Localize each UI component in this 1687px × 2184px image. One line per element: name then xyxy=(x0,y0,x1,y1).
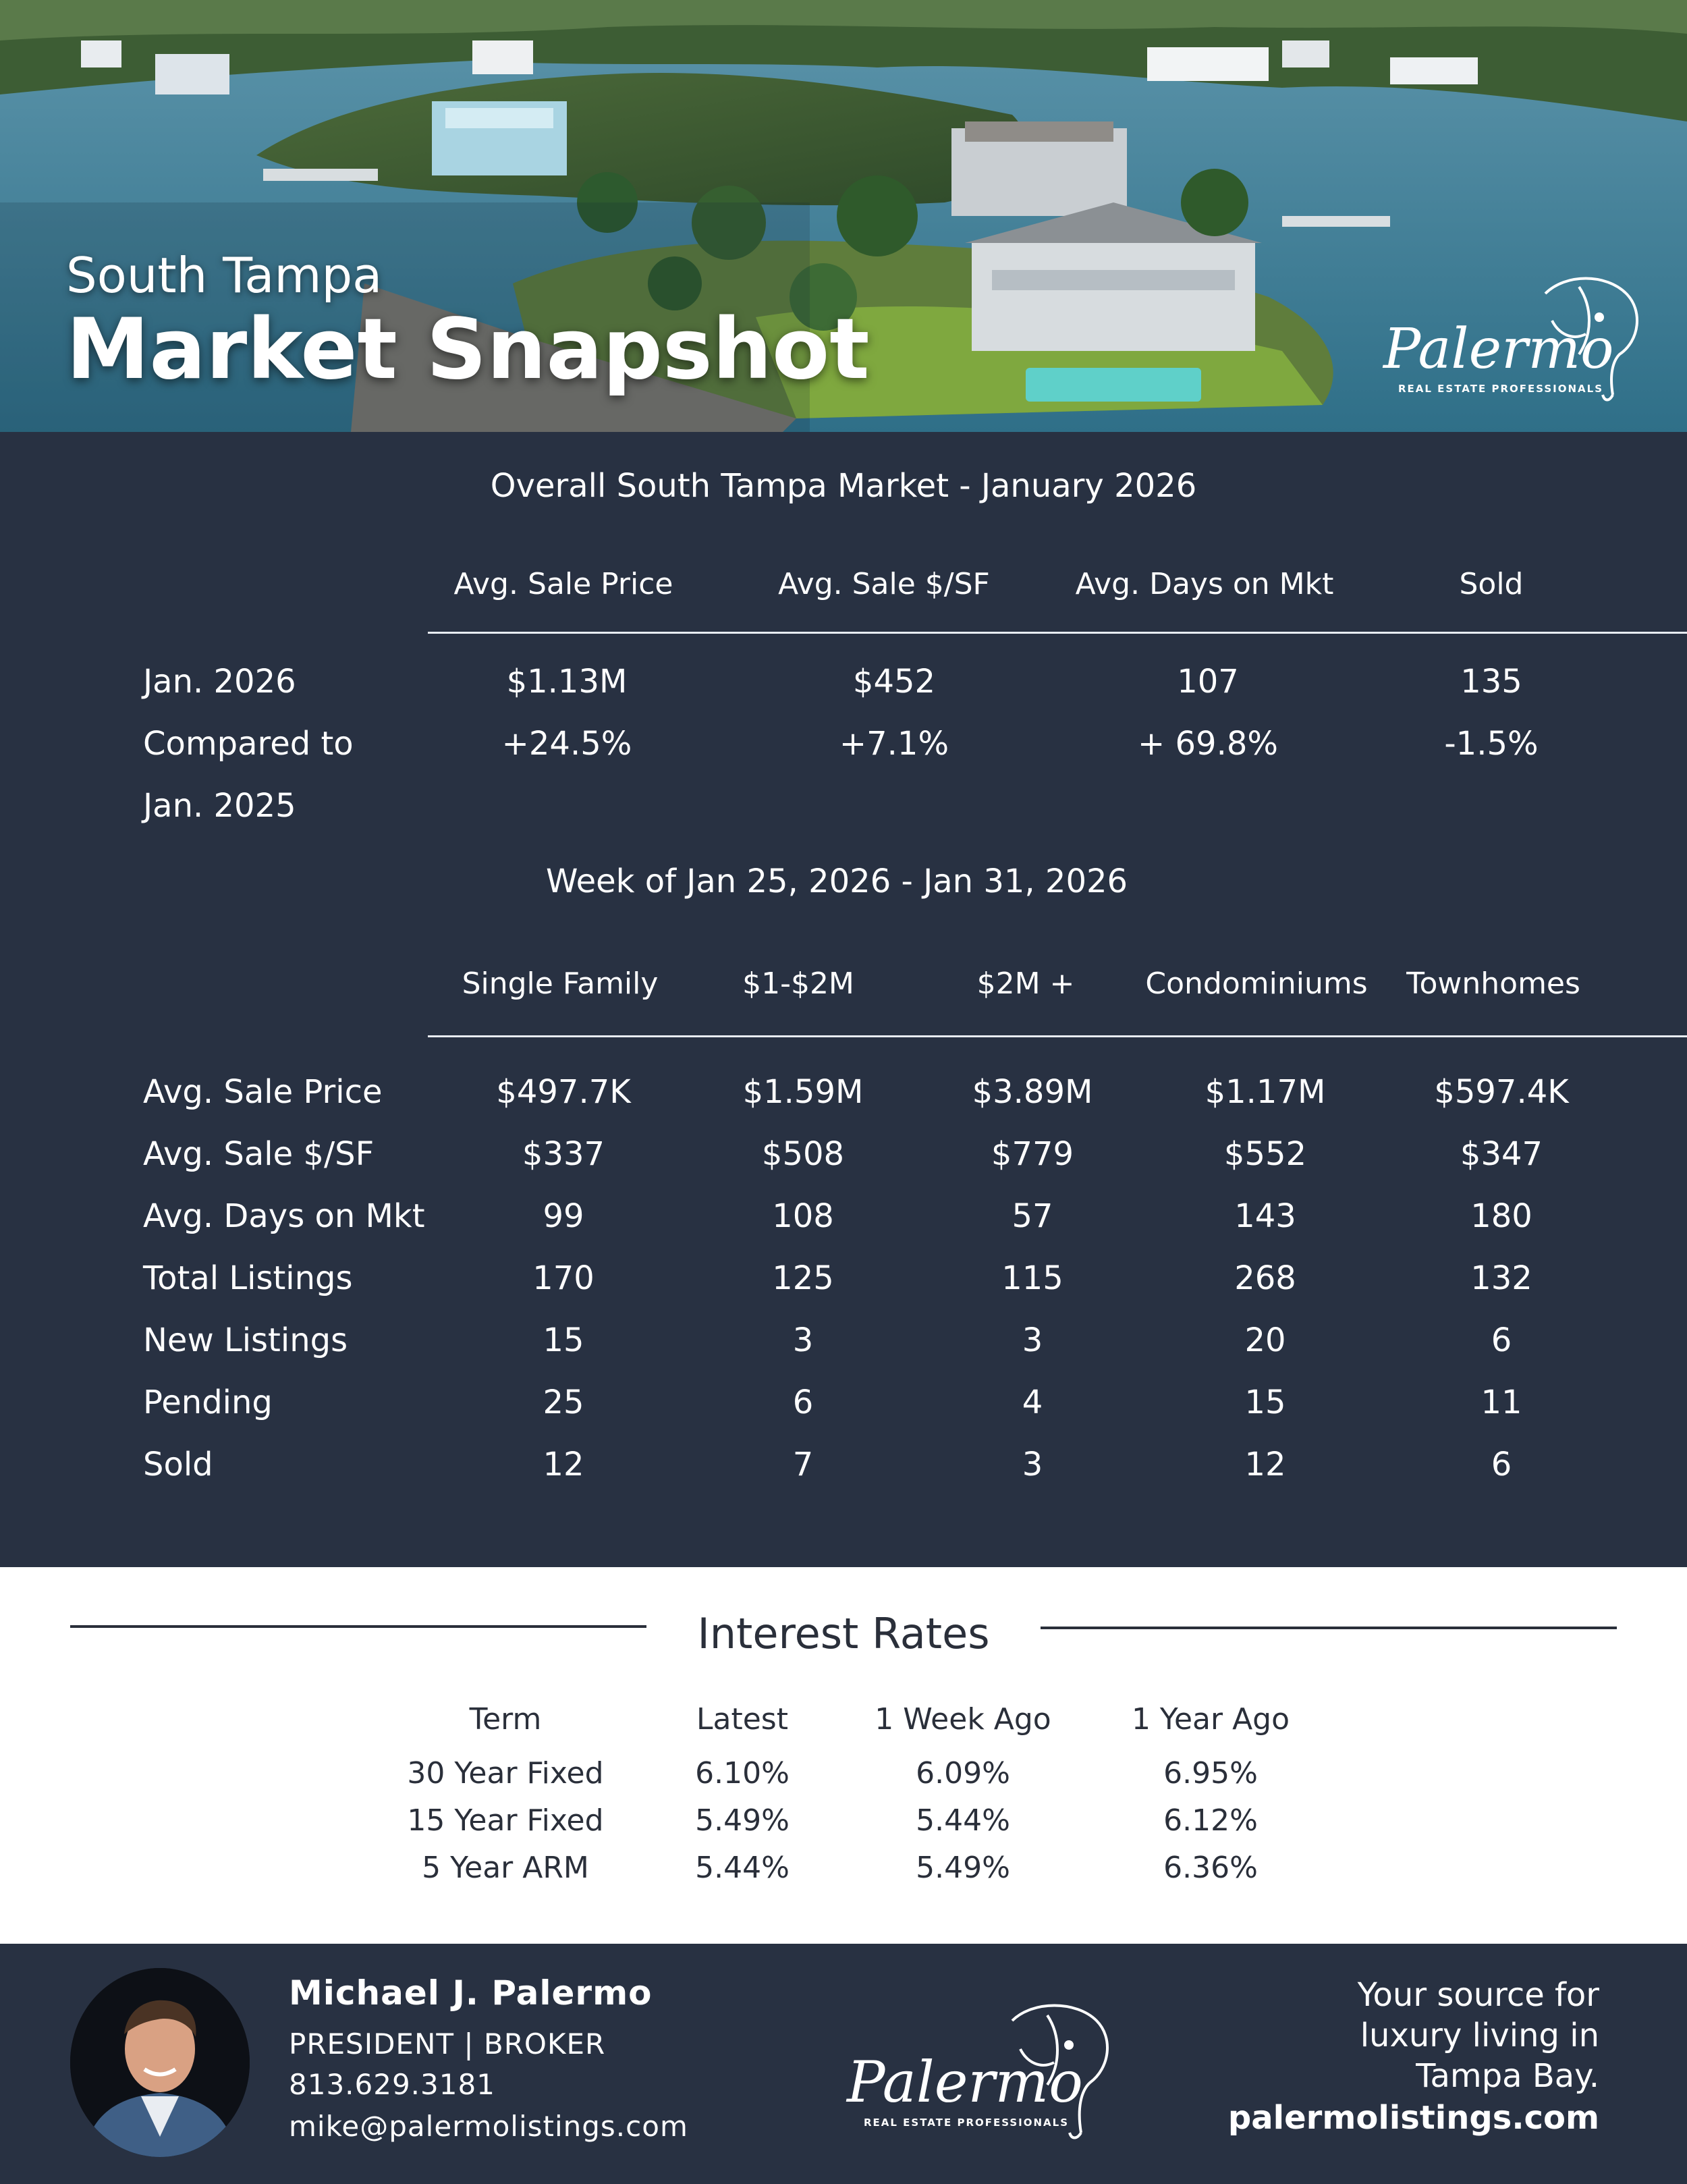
hero-subtitle: South Tampa xyxy=(66,247,383,304)
monthly-cell: $452 xyxy=(852,663,936,701)
weekly-cell: 6 xyxy=(1491,1446,1512,1483)
monthly-header-rule xyxy=(428,632,1687,634)
agent-phone[interactable]: 813.629.3181 xyxy=(289,2068,495,2101)
weekly-cell: 12 xyxy=(543,1446,584,1483)
weekly-cell: $508 xyxy=(761,1135,845,1173)
weekly-cell: 143 xyxy=(1234,1197,1296,1235)
rates-value-cell: 6.10% xyxy=(695,1756,790,1791)
footer-logo-tagline: REAL ESTATE PROFESSIONALS xyxy=(864,2117,1070,2129)
weekly-cell: 6 xyxy=(1491,1321,1512,1359)
interest-rates-section xyxy=(0,1567,1687,1944)
monthly-cell: + 69.8% xyxy=(1138,725,1278,763)
monthly-col-avg-sale-price: Avg. Sale Price xyxy=(453,567,673,601)
weekly-row-label: Avg. Sale Price xyxy=(143,1073,383,1111)
agent-name: Michael J. Palermo xyxy=(289,1973,653,2013)
monthly-section-title: Overall South Tampa Market - January 2026 xyxy=(490,467,1197,505)
weekly-cell: $1.59M xyxy=(742,1073,864,1111)
rates-title: Interest Rates xyxy=(697,1609,990,1658)
weekly-cell: 3 xyxy=(792,1321,814,1359)
weekly-cell: 15 xyxy=(1244,1384,1286,1421)
weekly-cell: $552 xyxy=(1223,1135,1307,1173)
weekly-cell: $3.89M xyxy=(972,1073,1093,1111)
logo-wordmark: Palermo xyxy=(1383,317,1614,381)
hero-title: Market Snapshot xyxy=(66,301,870,398)
weekly-section-title: Week of Jan 25, 2026 - Jan 31, 2026 xyxy=(545,863,1128,900)
weekly-cell: $1.17M xyxy=(1205,1073,1326,1111)
weekly-cell: 25 xyxy=(543,1384,584,1421)
palermo-logo xyxy=(1377,267,1660,408)
rates-value-cell: 5.44% xyxy=(695,1851,790,1885)
rates-value-cell: 5.49% xyxy=(916,1851,1010,1885)
weekly-col-2m-plus: $2M + xyxy=(976,966,1075,1001)
weekly-cell: $497.7K xyxy=(496,1073,631,1111)
monthly-col-sold: Sold xyxy=(1459,567,1524,601)
weekly-col-single-family: Single Family xyxy=(462,966,659,1001)
weekly-cell: 108 xyxy=(772,1197,834,1235)
weekly-col-condominiums: Condominiums xyxy=(1145,966,1368,1001)
rates-col-1-week-ago: 1 Week Ago xyxy=(875,1702,1051,1737)
hero-title-block xyxy=(66,248,869,397)
weekly-cell: 268 xyxy=(1234,1259,1296,1297)
weekly-cell: 180 xyxy=(1470,1197,1532,1235)
rates-term-cell: 30 Year Fixed xyxy=(407,1756,604,1791)
weekly-col-1-2m: $1-$2M xyxy=(742,966,854,1001)
weekly-cell: $597.4K xyxy=(1434,1073,1569,1111)
weekly-row-label: Sold xyxy=(143,1446,213,1483)
weekly-cell: 11 xyxy=(1481,1384,1522,1421)
weekly-cell: 15 xyxy=(543,1321,584,1359)
weekly-cell: $337 xyxy=(522,1135,605,1173)
weekly-cell: 4 xyxy=(1022,1384,1043,1421)
rates-value-cell: 6.95% xyxy=(1163,1756,1258,1791)
agent-role: PRESIDENT | BROKER xyxy=(289,2027,606,2060)
website-link[interactable]: palermolistings.com xyxy=(1227,2099,1599,2137)
weekly-header-rule xyxy=(428,1035,1687,1037)
weekly-cell: 125 xyxy=(772,1259,834,1297)
monthly-row-label: Jan. 2025 xyxy=(143,787,296,825)
monthly-cell: +7.1% xyxy=(839,725,949,763)
palermo-footer-logo xyxy=(844,2000,1134,2142)
monthly-cell: +24.5% xyxy=(501,725,632,763)
monthly-col-avg-sale-psf: Avg. Sale $/SF xyxy=(778,567,990,601)
rates-value-cell: 6.36% xyxy=(1163,1851,1258,1885)
rates-value-cell: 6.12% xyxy=(1163,1803,1258,1838)
weekly-cell: 6 xyxy=(792,1384,814,1421)
rates-term-cell: 15 Year Fixed xyxy=(407,1803,604,1838)
rates-term-cell: 5 Year ARM xyxy=(422,1851,589,1885)
rates-col-latest: Latest xyxy=(696,1702,788,1737)
footer-logo-wordmark: Palermo xyxy=(847,2049,1083,2115)
weekly-row-label: New Listings xyxy=(143,1321,348,1359)
weekly-cell: 132 xyxy=(1470,1259,1532,1297)
weekly-row-label: Avg. Days on Mkt xyxy=(143,1197,425,1235)
rates-value-cell: 5.49% xyxy=(695,1803,790,1838)
monthly-cell: -1.5% xyxy=(1444,725,1539,763)
monthly-cell: $1.13M xyxy=(506,663,628,701)
rates-col-term: Term xyxy=(469,1702,542,1737)
weekly-col-townhomes: Townhomes xyxy=(1406,966,1580,1001)
footer-tagline: Your source for luxury living in Tampa Bay. xyxy=(1357,1976,1599,2095)
weekly-cell: 99 xyxy=(543,1197,584,1235)
monthly-row-label: Jan. 2026 xyxy=(143,663,296,701)
logo-tagline: REAL ESTATE PROFESSIONALS xyxy=(1398,383,1604,395)
agent-email[interactable]: mike@palermolistings.com xyxy=(289,2110,688,2143)
weekly-cell: 7 xyxy=(792,1446,814,1483)
rates-value-cell: 5.44% xyxy=(916,1803,1010,1838)
rates-value-cell: 6.09% xyxy=(916,1756,1010,1791)
weekly-cell: 57 xyxy=(1012,1197,1053,1235)
weekly-cell: 115 xyxy=(1001,1259,1063,1297)
monthly-cell: 135 xyxy=(1460,663,1522,701)
weekly-row-label: Pending xyxy=(143,1384,273,1421)
weekly-cell: 3 xyxy=(1022,1321,1043,1359)
monthly-row-label: Compared to xyxy=(143,725,354,763)
agent-portrait xyxy=(70,1968,250,2157)
weekly-cell: $347 xyxy=(1460,1135,1543,1173)
agent-footer xyxy=(0,1944,1687,2184)
rates-col-1-year-ago: 1 Year Ago xyxy=(1131,1702,1290,1737)
weekly-row-label: Avg. Sale $/SF xyxy=(143,1135,375,1173)
monthly-cell: 107 xyxy=(1177,663,1239,701)
weekly-cell: 170 xyxy=(532,1259,594,1297)
weekly-cell: 3 xyxy=(1022,1446,1043,1483)
weekly-cell: 12 xyxy=(1244,1446,1286,1483)
monthly-col-avg-days: Avg. Days on Mkt xyxy=(1075,567,1334,601)
weekly-cell: 20 xyxy=(1244,1321,1286,1359)
weekly-cell: $779 xyxy=(991,1135,1074,1173)
weekly-row-label: Total Listings xyxy=(143,1259,353,1297)
avatar-illustration xyxy=(70,1968,250,2157)
market-stats-panel xyxy=(0,432,1687,1567)
hero-banner xyxy=(0,0,1687,432)
